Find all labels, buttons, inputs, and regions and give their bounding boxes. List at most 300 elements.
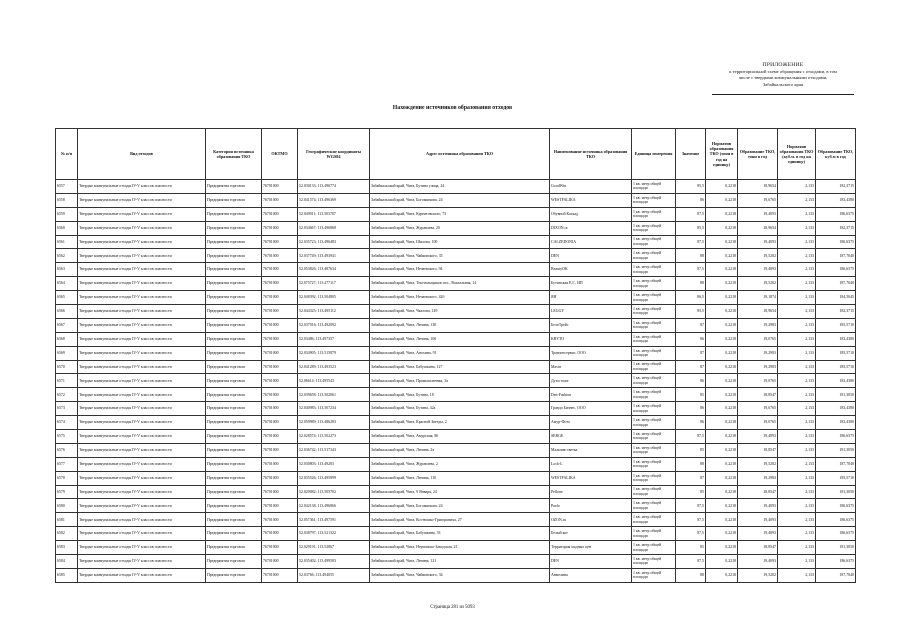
source-name-cell: Paolo [550, 499, 632, 513]
waste-type-cell: Твердые коммунальные отходы IV-V классов опасности [78, 527, 206, 541]
oktmo-cell: 76701000 [262, 249, 298, 263]
norm-cubic-cell: 2,133 [778, 346, 816, 360]
value-cell: 87 [676, 318, 706, 332]
address-cell: Забайкальский край, Чита, Бутина, 42а [370, 402, 550, 416]
value-cell: 87,5 [676, 555, 706, 569]
number-cell: 6559 [56, 207, 78, 221]
norm-cubic-cell: 2,133 [778, 471, 816, 485]
value-cell: 85,5 [676, 180, 706, 194]
address-cell: Забайкальский край, Чита, Нерчинско-Заводская, 21 [370, 541, 550, 555]
value-cell: 85 [676, 541, 706, 555]
coordinates-cell: 52.03486; 113.497357 [298, 332, 370, 346]
cubic-per-year-cell: 181,3050 [816, 541, 856, 555]
oktmo-cell: 76701000 [262, 291, 298, 305]
table-row [56, 499, 856, 513]
oktmo-cell: 76701000 [262, 443, 298, 457]
unit-cell: 1 кв. метр общей площади [632, 499, 676, 513]
address-cell: Забайкальский край, Чита, Нечаевского, 94 [370, 263, 550, 277]
coordinates-cell: 52.030133; 113.496774 [298, 180, 370, 194]
waste-type-cell: Твердые коммунальные отходы IV-V классов опасности [78, 499, 206, 513]
norm-tons-cell: 0,2218 [706, 193, 738, 207]
tons-per-year-cell: 19,5202 [738, 277, 778, 291]
coordinates-cell: 52.039658; 113.502061 [298, 388, 370, 402]
unit-cell: 1 кв. метр общей площади [632, 263, 676, 277]
unit-cell: 1 кв. метр общей площади [632, 221, 676, 235]
cubic-per-year-cell: 186,6375 [816, 513, 856, 527]
coordinates-cell: 52.03766; 113.494055 [298, 568, 370, 582]
source-name-cell: GoodWin [550, 180, 632, 194]
unit-cell: 1 кв. метр общей площади [632, 235, 676, 249]
oktmo-cell: 76701000 [262, 207, 298, 221]
value-cell: 88 [676, 277, 706, 291]
oktmo-cell: 76701000 [262, 305, 298, 319]
source-name-cell: Грандо Бизнес, ООО [550, 402, 632, 416]
source-name-cell: Lock-L [550, 457, 632, 471]
coordinates-cell: 52.057361; 113.497591 [298, 513, 370, 527]
norm-tons-cell: 0,2218 [706, 443, 738, 457]
tons-per-year-cell: 19,0765 [738, 332, 778, 346]
source-category-cell: Предприятия торговли [206, 374, 262, 388]
number-cell: 6572 [56, 388, 78, 402]
tons-per-year-cell: 19,4093 [738, 527, 778, 541]
norm-tons-cell: 0,2218 [706, 346, 738, 360]
source-category-cell: Предприятия торговли [206, 305, 262, 319]
oktmo-cell: 76701000 [262, 457, 298, 471]
table-row [56, 180, 856, 194]
tons-per-year-cell: 19,2983 [738, 471, 778, 485]
norm-tons-cell: 0,2218 [706, 277, 738, 291]
table-row [56, 277, 856, 291]
number-cell: 6570 [56, 360, 78, 374]
norm-tons-cell: 0,2218 [706, 457, 738, 471]
coordinates-cell: 52.075727; 113.277117 [298, 277, 370, 291]
norm-cubic-cell: 2,133 [778, 263, 816, 277]
waste-type-cell: Твердые коммунальные отходы IV-V классов опасности [78, 180, 206, 194]
coordinates-cell: 52.034667; 113.496868 [298, 221, 370, 235]
address-cell: Забайкальский край, Чита, Бутина, 18 [370, 388, 550, 402]
value-cell: 87,5 [676, 430, 706, 444]
norm-tons-cell: 0,2218 [706, 416, 738, 430]
cubic-per-year-cell: 187,7040 [816, 249, 856, 263]
oktmo-cell: 76701000 [262, 485, 298, 499]
source-name-cell: Транзитсервис, ООО [550, 346, 632, 360]
table-row [56, 291, 856, 305]
norm-tons-cell: 0,2218 [706, 360, 738, 374]
value-cell: 87 [676, 346, 706, 360]
source-category-cell: Предприятия торговли [206, 318, 262, 332]
tons-per-year-cell: 19,4093 [738, 430, 778, 444]
tons-per-year-cell: 18,9654 [738, 305, 778, 319]
cubic-per-year-cell: 183,4380 [816, 193, 856, 207]
table-row [56, 374, 856, 388]
value-cell: 86 [676, 332, 706, 346]
unit-cell: 1 кв. метр общей площади [632, 346, 676, 360]
norm-tons-cell: 0,2218 [706, 541, 738, 555]
unit-cell: 1 кв. метр общей площади [632, 527, 676, 541]
source-name-cell: Мальчик-светка [550, 443, 632, 457]
unit-cell: 1 кв. метр общей площади [632, 457, 676, 471]
coordinates-cell: 52.041289; 113.493523 [298, 360, 370, 374]
col-value-header: Значение [676, 129, 706, 180]
tons-per-year-cell: 18,9654 [738, 180, 778, 194]
address-cell: Забайкальский край, Чита, Ленина, 2а [370, 443, 550, 457]
source-category-cell: Предприятия торговли [206, 555, 262, 569]
appendix-line-1: к территориальной схеме обращения с отходами, в том [729, 69, 837, 75]
norm-cubic-cell: 2,133 [778, 193, 816, 207]
source-category-cell: Предприятия торговли [206, 221, 262, 235]
oktmo-cell: 76701000 [262, 388, 298, 402]
norm-tons-cell: 0,2218 [706, 305, 738, 319]
address-cell: Забайкальский край, Чита, Анохина, 91 [370, 346, 550, 360]
address-cell: Забайкальский край, Чита, Ленина, 110 [370, 471, 550, 485]
tons-per-year-cell: 19,0765 [738, 402, 778, 416]
coordinates-cell: 52.029191; 113.52867 [298, 541, 370, 555]
norm-tons-cell: 0,2218 [706, 513, 738, 527]
source-name-cell: CALZEDONIA [550, 235, 632, 249]
col-waste-type-header: Вид отходов [78, 129, 206, 180]
source-name-cell: DIXON ra [550, 221, 632, 235]
cubic-per-year-cell: 185,5710 [816, 346, 856, 360]
source-name-cell: DEN [550, 555, 632, 569]
cubic-per-year-cell: 181,3050 [816, 485, 856, 499]
waste-type-cell: Твердые коммунальные отходы IV-V классов опасности [78, 388, 206, 402]
waste-type-cell: Твердые коммунальные отходы IV-V классов опасности [78, 263, 206, 277]
coordinates-cell: 52.037749; 113.493941 [298, 249, 370, 263]
oktmo-cell: 76701000 [262, 180, 298, 194]
source-name-cell: LEGGY [550, 305, 632, 319]
oktmo-cell: 76701000 [262, 374, 298, 388]
tons-per-year-cell: 18,8547 [738, 443, 778, 457]
norm-tons-cell: 0,2218 [706, 332, 738, 346]
norm-cubic-cell: 2,133 [778, 402, 816, 416]
waste-type-cell: Твердые коммунальные отходы IV-V классов опасности [78, 221, 206, 235]
waste-type-cell: Твердые коммунальные отходы IV-V классов опасности [78, 277, 206, 291]
address-cell: Забайкальский край, Чита, Ленина, 130 [370, 318, 550, 332]
source-name-cell: Бутинская Е.Г., ИП [550, 277, 632, 291]
waste-type-cell: Твердые коммунальные отходы IV-V классов опасности [78, 305, 206, 319]
value-cell: 86 [676, 402, 706, 416]
source-name-cell: Den-Fashion [550, 388, 632, 402]
coordinates-cell: 52.030803; 113.49283 [298, 457, 370, 471]
address-cell: Забайкальский край, Чита, Промышленная, 3а [370, 374, 550, 388]
tons-per-year-cell: 19,4093 [738, 207, 778, 221]
tons-per-year-cell: 19,2983 [738, 346, 778, 360]
tons-per-year-cell: 18,8547 [738, 388, 778, 402]
number-cell: 6564 [56, 277, 78, 291]
page-counter: Страница 281 из 5093 [430, 605, 475, 610]
source-category-cell: Предприятия торговли [206, 457, 262, 471]
address-cell: Забайкальский край, Чита, Журавлева, 2 [370, 457, 550, 471]
number-cell: 6568 [56, 332, 78, 346]
unit-cell: 1 кв. метр общей площади [632, 332, 676, 346]
coordinates-cell: 52.028574; 113.502273 [298, 430, 370, 444]
table-row [56, 541, 856, 555]
cubic-per-year-cell: 186,6375 [816, 235, 856, 249]
col-coordinates-header: Географические координаты WGS84 [298, 129, 370, 180]
source-name-cell: SERGE [550, 430, 632, 444]
coordinates-cell: 52.035526; 113.495899 [298, 471, 370, 485]
norm-cubic-cell: 2,133 [778, 249, 816, 263]
number-cell: 6579 [56, 485, 78, 499]
table-row [56, 318, 856, 332]
table-row [56, 207, 856, 221]
waste-type-cell: Твердые коммунальные отходы IV-V классов опасности [78, 291, 206, 305]
number-cell: 6576 [56, 443, 78, 457]
tons-per-year-cell: 19,4093 [738, 263, 778, 277]
coordinates-cell: 52.036742; 113.517343 [298, 443, 370, 457]
coordinates-cell: 52.020082; 113.505702 [298, 485, 370, 499]
oktmo-cell: 76701000 [262, 555, 298, 569]
cubic-per-year-cell: 185,5710 [816, 360, 856, 374]
col-norm-tons-header: Норматив образования ТКО (тонн в год на единицу) [706, 129, 738, 180]
norm-cubic-cell: 2,133 [778, 527, 816, 541]
number-cell: 6558 [56, 193, 78, 207]
tons-per-year-cell: 19,4093 [738, 235, 778, 249]
coordinates-cell: 52.048392; 113.504805 [298, 291, 370, 305]
table-row [56, 360, 856, 374]
tons-per-year-cell: 19,0765 [738, 416, 778, 430]
norm-tons-cell: 0,2218 [706, 291, 738, 305]
unit-cell: 1 кв. метр общей площади [632, 318, 676, 332]
coordinates-cell: 52.037016; 113.492092 [298, 318, 370, 332]
source-name-cell: Pellone [550, 485, 632, 499]
unit-cell: 1 кв. метр общей площади [632, 471, 676, 485]
norm-tons-cell: 0,2218 [706, 318, 738, 332]
table-row [56, 305, 856, 319]
norm-cubic-cell: 2,133 [778, 430, 816, 444]
cubic-per-year-cell: 183,4380 [816, 416, 856, 430]
waste-type-cell: Твердые коммунальные отходы IV-V классов опасности [78, 568, 206, 582]
number-cell: 6573 [56, 402, 78, 416]
table-row [56, 485, 856, 499]
col-cubic-per-year-header: Образование ТКО, куб.м в год [816, 129, 856, 180]
address-cell: Забайкальский край, Чита, Чкалова, 149 [370, 305, 550, 319]
source-category-cell: Предприятия торговли [206, 541, 262, 555]
norm-tons-cell: 0,2218 [706, 555, 738, 569]
address-cell: Забайкальский край, Чита, 9 Января, 24 [370, 485, 550, 499]
source-category-cell: Предприятия торговли [206, 360, 262, 374]
source-name-cell: Обувной Каскад [550, 207, 632, 221]
oktmo-cell: 76701000 [262, 360, 298, 374]
norm-tons-cell: 0,2218 [706, 374, 738, 388]
tons-per-year-cell: 19,4093 [738, 555, 778, 569]
number-cell: 6563 [56, 263, 78, 277]
source-category-cell: Предприятия торговли [206, 471, 262, 485]
waste-type-cell: Твердые коммунальные отходы IV-V классов опасности [78, 360, 206, 374]
unit-cell: 1 кв. метр общей площади [632, 430, 676, 444]
waste-type-cell: Твердые коммунальные отходы IV-V классов опасности [78, 374, 206, 388]
norm-cubic-cell: 2,133 [778, 541, 816, 555]
source-category-cell: Предприятия торговли [206, 527, 262, 541]
oktmo-cell: 76701000 [262, 193, 298, 207]
unit-cell: 1 кв. метр общей площади [632, 180, 676, 194]
appendix-title: ПРИЛОЖЕНИЕ [762, 62, 804, 68]
coordinates-cell: 52.042138; 113.496866 [298, 499, 370, 513]
cubic-per-year-cell: 186,6375 [816, 555, 856, 569]
waste-type-cell: Твердые коммунальные отходы IV-V классов опасности [78, 402, 206, 416]
coordinates-cell: 52.038797; 113.521322 [298, 527, 370, 541]
coordinates-cell: 52.034905; 113.515879 [298, 346, 370, 360]
norm-cubic-cell: 2,133 [778, 318, 816, 332]
cubic-per-year-cell: 181,3050 [816, 443, 856, 457]
value-cell: 86 [676, 193, 706, 207]
unit-cell: 1 кв. метр общей площади [632, 291, 676, 305]
unit-cell: 1 кв. метр общей площади [632, 207, 676, 221]
norm-cubic-cell: 2,133 [778, 513, 816, 527]
coordinates-cell: 52.035402; 113.499583 [298, 555, 370, 569]
table-row [56, 443, 856, 457]
norm-tons-cell: 0,2218 [706, 180, 738, 194]
oktmo-cell: 76701000 [262, 277, 298, 291]
appendix-underline [712, 94, 854, 95]
table-row [56, 416, 856, 430]
waste-type-cell: Твердые коммунальные отходы IV-V классов опасности [78, 318, 206, 332]
oktmo-cell: 76701000 [262, 568, 298, 582]
source-name-cell: WESTFALIKA [550, 193, 632, 207]
col-number-header: № п/п [56, 129, 78, 180]
value-cell: 85 [676, 485, 706, 499]
source-category-cell: Предприятия торговли [206, 332, 262, 346]
oktmo-cell: 76701000 [262, 402, 298, 416]
norm-cubic-cell: 2,133 [778, 499, 816, 513]
tons-per-year-cell: 19,2983 [738, 318, 778, 332]
unit-cell: 1 кв. метр общей площади [632, 193, 676, 207]
oktmo-cell: 76701000 [262, 235, 298, 249]
source-category-cell: Предприятия торговли [206, 513, 262, 527]
unit-cell: 1 кв. метр общей площади [632, 513, 676, 527]
coordinates-cell: 52.053826; 113.487634 [298, 263, 370, 277]
cubic-per-year-cell: 182,3715 [816, 305, 856, 319]
col-norm-cubic-header: Норматив образования ТКО (куб.м. в год на единицу) [778, 129, 816, 180]
cubic-per-year-cell: 185,5710 [816, 318, 856, 332]
value-cell: 87,5 [676, 263, 706, 277]
unit-cell: 1 кв. метр общей площади [632, 402, 676, 416]
waste-type-cell: Твердые коммунальные отходы IV-V классов опасности [78, 513, 206, 527]
source-category-cell: Предприятия торговли [206, 499, 262, 513]
number-cell: 6578 [56, 471, 78, 485]
number-cell: 6585 [56, 568, 78, 582]
source-category-cell: Предприятия торговли [206, 402, 262, 416]
norm-tons-cell: 0,2218 [706, 527, 738, 541]
cubic-per-year-cell: 183,4380 [816, 402, 856, 416]
source-name-cell: Территория модных цен [550, 541, 632, 555]
address-cell: Забайкальский край, Чита, Бабушкина, 127 [370, 360, 550, 374]
number-cell: 6560 [56, 221, 78, 235]
table-row [56, 346, 856, 360]
cubic-per-year-cell: 186,6375 [816, 207, 856, 221]
table-row [56, 513, 856, 527]
norm-cubic-cell: 2,133 [778, 443, 816, 457]
value-cell: 87,5 [676, 513, 706, 527]
oktmo-cell: 76701000 [262, 513, 298, 527]
oktmo-cell: 76701000 [262, 527, 298, 541]
norm-tons-cell: 0,2218 [706, 249, 738, 263]
cubic-per-year-cell: 187,7040 [816, 457, 856, 471]
norm-cubic-cell: 2,133 [778, 374, 816, 388]
cubic-per-year-cell: 182,3715 [816, 221, 856, 235]
number-cell: 6567 [56, 318, 78, 332]
norm-cubic-cell: 2,133 [778, 388, 816, 402]
table-row [56, 235, 856, 249]
tons-per-year-cell: 18,9654 [738, 221, 778, 235]
waste-type-cell: Твердые коммунальные отходы IV-V классов опасности [78, 485, 206, 499]
tons-per-year-cell: 19,0765 [738, 193, 778, 207]
cubic-per-year-cell: 182,3715 [816, 180, 856, 194]
address-cell: Забайкальский край, Чита, Красной Звезды, 2 [370, 416, 550, 430]
coordinates-cell: 52.059989; 113.486283 [298, 416, 370, 430]
address-cell: Забайкальский край, Чита, Текстильщиков пос., Вокзальная, 14 [370, 277, 550, 291]
table-row [56, 249, 856, 263]
oktmo-cell: 76701000 [262, 499, 298, 513]
cubic-per-year-cell: 187,7040 [816, 277, 856, 291]
norm-cubic-cell: 2,133 [778, 221, 816, 235]
number-cell: 6575 [56, 430, 78, 444]
waste-sources-table [55, 128, 856, 583]
table-header-row [56, 129, 856, 180]
oktmo-cell: 76701000 [262, 263, 298, 277]
unit-cell: 1 кв. метр общей площади [632, 568, 676, 582]
address-cell: Забайкальский край, Чита, Нечаевского, 42б [370, 291, 550, 305]
oktmo-cell: 76701000 [262, 471, 298, 485]
number-cell: 6584 [56, 555, 78, 569]
value-cell: 88 [676, 457, 706, 471]
unit-cell: 1 кв. метр общей площади [632, 388, 676, 402]
appendix-block [708, 62, 858, 95]
address-cell: Забайкальский край, Чита, Ленина, 106 [370, 332, 550, 346]
table-row [56, 555, 856, 569]
source-category-cell: Предприятия торговли [206, 193, 262, 207]
cubic-per-year-cell: 186,6375 [816, 263, 856, 277]
unit-cell: 1 кв. метр общей площади [632, 374, 676, 388]
number-cell: 6571 [56, 374, 78, 388]
waste-type-cell: Твердые коммунальные отходы IV-V классов опасности [78, 207, 206, 221]
oktmo-cell: 76701000 [262, 430, 298, 444]
col-source-category-header: Категория источника образования ТКО [206, 129, 262, 180]
col-unit-header: Единица измерения [632, 129, 676, 180]
unit-cell: 1 кв. метр общей площади [632, 485, 676, 499]
tons-per-year-cell: 19,2983 [738, 360, 778, 374]
address-cell: Забайкальский край, Чита, Журавлева, 20 [370, 221, 550, 235]
source-category-cell: Предприятия торговли [206, 249, 262, 263]
tons-per-year-cell: 19,0765 [738, 374, 778, 388]
table-row [56, 402, 856, 416]
source-category-cell: Предприятия торговли [206, 346, 262, 360]
norm-tons-cell: 0,2218 [706, 263, 738, 277]
source-category-cell: Предприятия торговли [206, 180, 262, 194]
coordinates-cell: 52.040983; 113.507234 [298, 402, 370, 416]
source-category-cell: Предприятия торговли [206, 207, 262, 221]
norm-tons-cell: 0,2218 [706, 471, 738, 485]
value-cell: 86 [676, 416, 706, 430]
source-name-cell: BeautyOK [550, 263, 632, 277]
table-row [56, 263, 856, 277]
number-cell: 6561 [56, 235, 78, 249]
value-cell: 85,5 [676, 221, 706, 235]
number-cell: 6582 [56, 527, 78, 541]
value-cell: 88 [676, 568, 706, 582]
cubic-per-year-cell: 183,4380 [816, 332, 856, 346]
norm-tons-cell: 0,2218 [706, 568, 738, 582]
waste-type-cell: Твердые коммунальные отходы IV-V классов опасности [78, 332, 206, 346]
address-cell: Забайкальский край, Чита, Чайковского, 35 [370, 249, 550, 263]
number-cell: 6562 [56, 249, 78, 263]
source-category-cell: Предприятия торговли [206, 235, 262, 249]
tons-per-year-cell: 19,5202 [738, 457, 778, 471]
address-cell: Забайкальский край, Чита, Богомягкова, 24 [370, 193, 550, 207]
address-cell: Забайкальский край, Чита, Бутина улица, 24 [370, 180, 550, 194]
coordinates-cell: 52.049011; 113.503787 [298, 207, 370, 221]
norm-tons-cell: 0,2218 [706, 207, 738, 221]
